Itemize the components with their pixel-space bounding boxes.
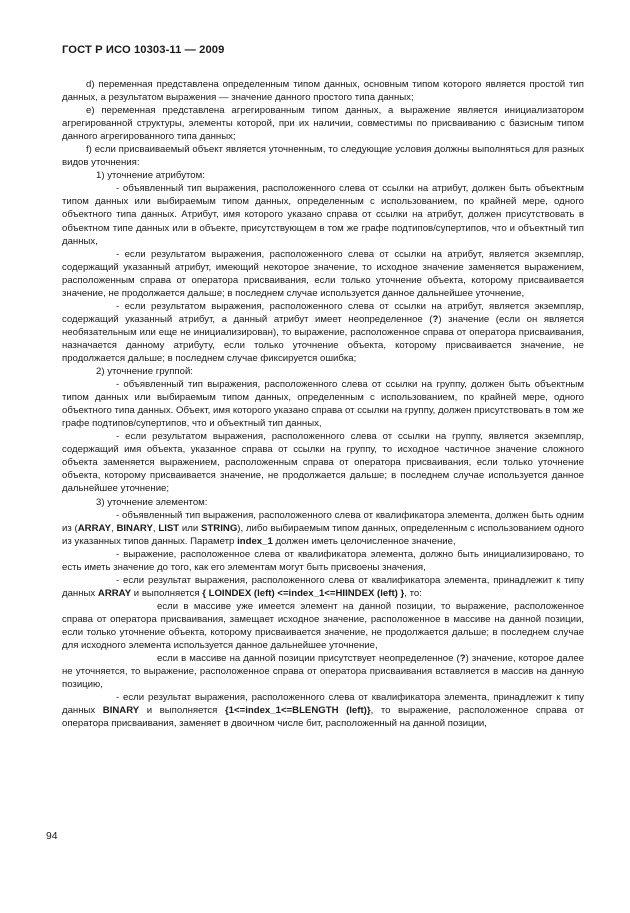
paragraph: - объявленный тип выражения, расположенного слева от квалификатора элемента, должен быть одним из (ARRAY, BINARY, LIST или STRING), либо выбираемым типом данных, определенным с использованием одного из указанных типов данных. Параметр index_1 должен иметь целочисленное значение, [62, 509, 584, 547]
paragraph: 2) уточнение группой: [96, 366, 193, 378]
paragraph: - если результатом выражения, расположенного слева от ссылки на атрибут, является экземпляр, содержащий указанный атрибут, а данный атрибут имеет неопределенное (?) значение (если он является необязательным или еще не инициализирован), то выражение, расположенное справа от оператора присваивания, назначается данному атрибуту, если только уточнение объекта, которому присваивается значение, не продолжается дальше; в последнем случае фиксируется ошибка; [62, 300, 584, 364]
document-body [62, 78, 584, 730]
paragraph: - выражение, расположенное слева от квалификатора элемента, должно быть инициализировано, то есть иметь значение до того, как его элементам могут быть присвоены значения, [62, 548, 584, 573]
paragraph: - если результат выражения, расположенного слева от квалификатора элемента, принадлежит к типу данных BINARY и выполняется {1<=index_1<=BLENGTH (left)}, то выражение, расположенное справа от оператора присваивания, заменяет в двоичном числе бит, расположенный на данной позиции, [62, 692, 584, 730]
paragraph: f) если присваиваемый объект является уточненным, то следующие условия должны выполняться для разных видов уточнения: [62, 144, 584, 169]
paragraph: - объявленный тип выражения, расположенного слева от ссылки на группу, должен быть объектным типом данных или выбираемым типом данных, определенным с использованием, по крайней мере, одного объектного типа данных. Объект, имя которого указано справа от ссылки на группу, должен присутствовать в том же графе подтипов/супертипов, что и объектный тип данных, [62, 379, 584, 430]
paragraph: 3) уточнение элементом: [96, 496, 208, 508]
page-header: ГОСТ Р ИСО 10303-11 — 2009 [62, 44, 225, 56]
paragraph: если в массиве уже имеется элемент на данной позиции, то выражение, расположенное справа от оператора присваивания, замещает исходное значение, расположенное в массиве на данной позиции, если только уточнение объекта, которому присваивается значение, не продолжается дальше; в последнем случае для исходного элемента используется данное дальнейшее уточнение, [62, 600, 584, 652]
paragraph: 1) уточнение атрибутом: [96, 170, 205, 182]
paragraph: e) переменная представлена агрегированным типом данных, а выражение является инициализатором агрегированной структуры, элементы которой, при их наличии, совместимы по присваиванию с базисным типом данного агрегированного типа данных; [62, 105, 584, 143]
paragraph: - если результатом выражения, расположенного слева от ссылки на группу, является экземпляр, содержащий имя объекта, указанное справа от ссылки на группу, то исходное частичное значение сложного объекта заменяется выражением, расположенным справа от оператора присваивания, если только уточнение объекта, которому присваивается значение, не продолжается дальше; в последнем случае используется данное дальнейшее уточнение; [62, 431, 584, 495]
paragraph: - объявленный тип выражения, расположенного слева от ссылки на атрибут, должен быть объектным типом данных или выбираемым типом данных, определенным с использованием, по крайней мере, одного объектного типа данных. Атрибут, имя которого указано справа от ссылки на атрибут, должен присутствовать в объектном типе данных или в объекте, присутствующем в том же графе подтипов/супертипов, что и объектный тип данных, [62, 183, 584, 247]
paragraph: - если результатом выражения, расположенного слева от ссылки на атрибут, является экземпляр, содержащий указанный атрибут, имеющий некоторое значение, то исходное значение заменяется выражением, расположенным справа от оператора присваивания, если только уточнение объекта, которому присваивается значение, не продолжается дальше; в последнем случае используется данное дальнейшее уточнение, [62, 248, 584, 299]
paragraph: если в массиве на данной позиции присутствует неопределенное (?) значение, которое далее не уточняется, то выражение, расположенное справа от оператора присваивания вставляется в массив на данную позицию, [62, 653, 584, 691]
paragraph: - если результат выражения, расположенного слева от квалификатора элемента, принадлежит к типу данных ARRAY и выполняется { LOINDEX (left) <=index_1<=HIINDEX (left) }, то: [62, 574, 584, 599]
paragraph: d) переменная представлена определенным типом данных, основным типом которого является простой тип данных, а результатом выражения — значение данного простого типа данных; [62, 79, 584, 104]
page-number: 94 [46, 831, 58, 842]
